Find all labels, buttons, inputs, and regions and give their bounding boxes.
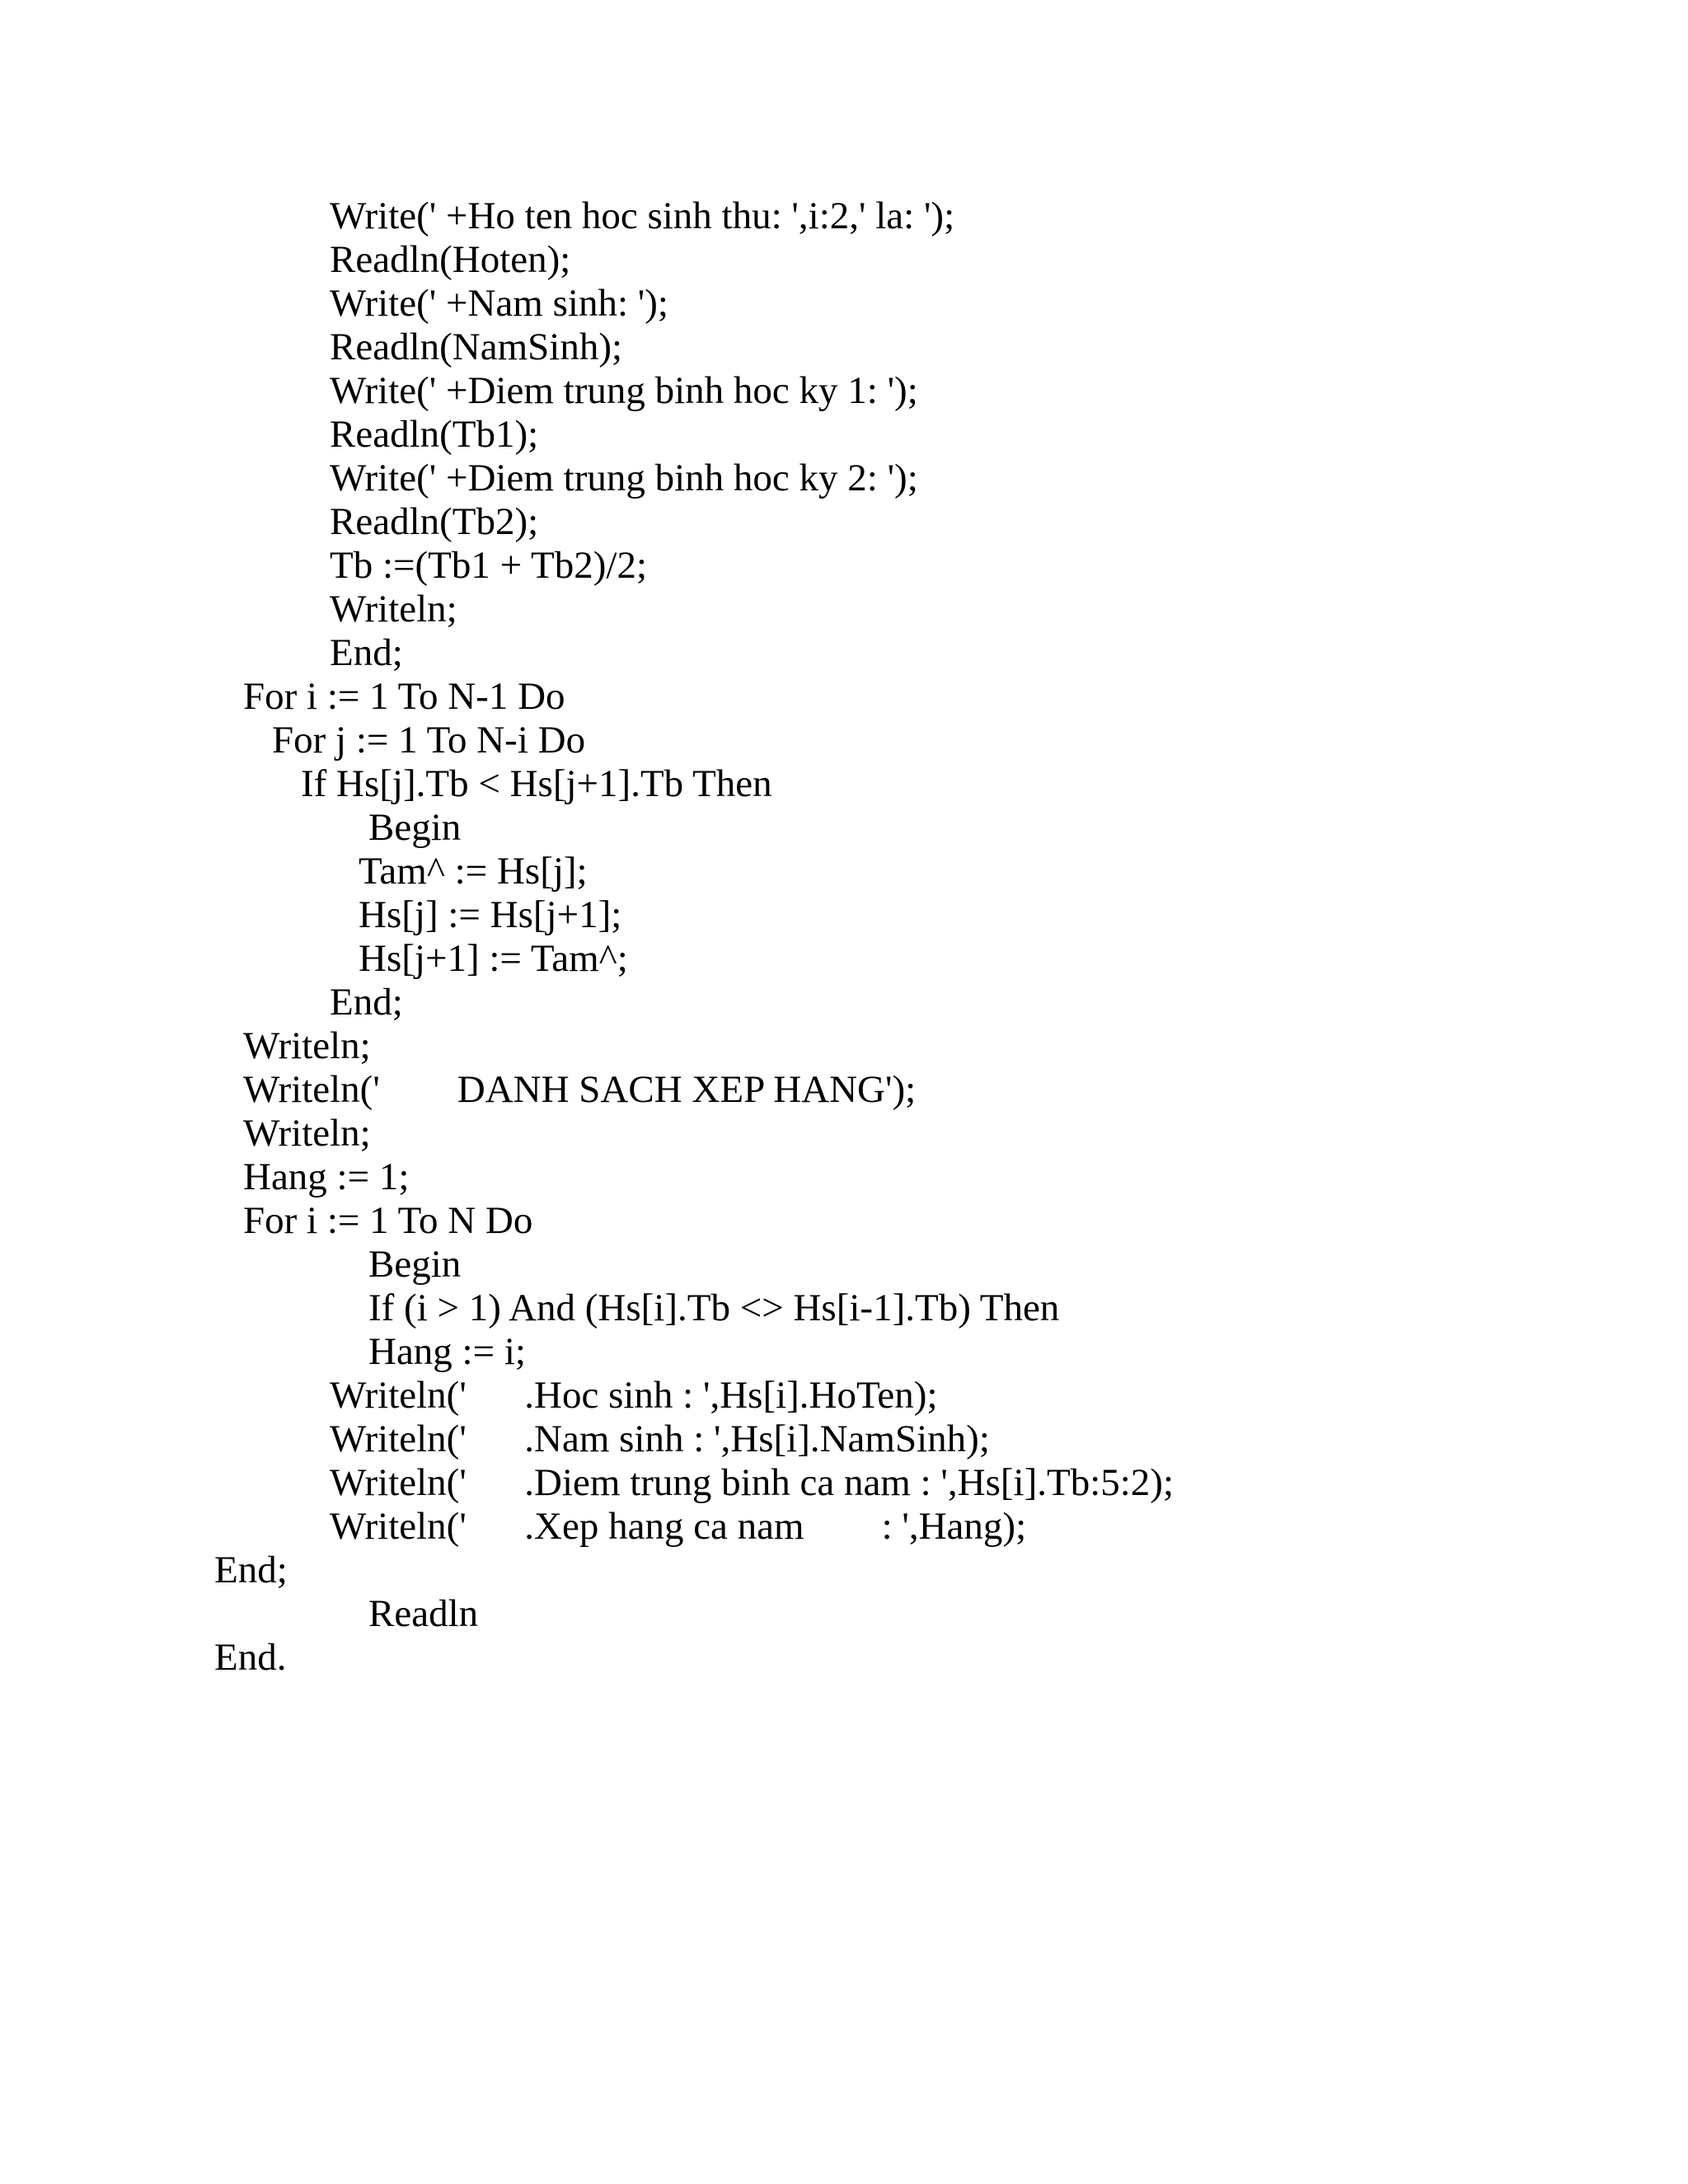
code-line: If (i > 1) And (Hs[i].Tb <> Hs[i-1].Tb) Then [368,1286,1060,1329]
code-line: Begin [368,1243,462,1286]
code-line: Write(' +Ho ten hoc sinh thu: ',i:2,' la: '); [330,194,955,237]
code-line: For j := 1 To N-i Do [272,719,586,762]
code-line: For i := 1 To N Do [243,1199,533,1242]
code-line: Writeln(' .Nam sinh : ',Hs[i].NamSinh); [330,1418,990,1460]
code-line: Hs[j+1] := Tam^; [359,937,628,980]
code-line: Writeln(' .Xep hang ca nam : ',Hang); [330,1505,1027,1548]
code-line: Readln(Tb1); [330,413,539,456]
code-line: Write(' +Nam sinh: '); [330,282,668,325]
code-line: Tam^ := Hs[j]; [359,850,588,893]
code-line: End. [214,1636,287,1679]
code-line: For i := 1 To N-1 Do [243,675,565,718]
code-line: Readln(Tb2); [330,500,539,543]
code-line: Hang := i; [368,1330,526,1373]
code-line: End; [214,1549,288,1591]
code-line: Writeln; [243,1112,371,1155]
code-line: Hang := 1; [243,1155,410,1198]
code-line: End; [330,631,403,674]
code-line: Hs[j] := Hs[j+1]; [359,893,622,936]
code-line: Write(' +Diem trung binh hoc ky 2: '); [330,457,918,499]
code-line: Write(' +Diem trung binh hoc ky 1: '); [330,369,918,412]
code-line: Readln(NamSinh); [330,326,623,368]
code-line: Readln(Hoten); [330,238,571,281]
code-line: Writeln; [330,588,457,630]
code-line: Writeln; [243,1024,371,1067]
code-line: Writeln(' .Diem trung binh ca nam : ',Hs[i].Tb:5:2); [330,1461,1175,1504]
code-line: Writeln(' DANH SACH XEP HANG'); [243,1068,917,1111]
code-line: Tb :=(Tb1 + Tb2)/2; [330,544,648,587]
code-line: End; [330,981,403,1024]
code-line: Readln [368,1592,479,1635]
code-line: Writeln(' .Hoc sinh : ',Hs[i].HoTen); [330,1374,938,1417]
code-line: If Hs[j].Tb < Hs[j+1].Tb Then [301,762,772,805]
code-line: Begin [368,806,462,849]
